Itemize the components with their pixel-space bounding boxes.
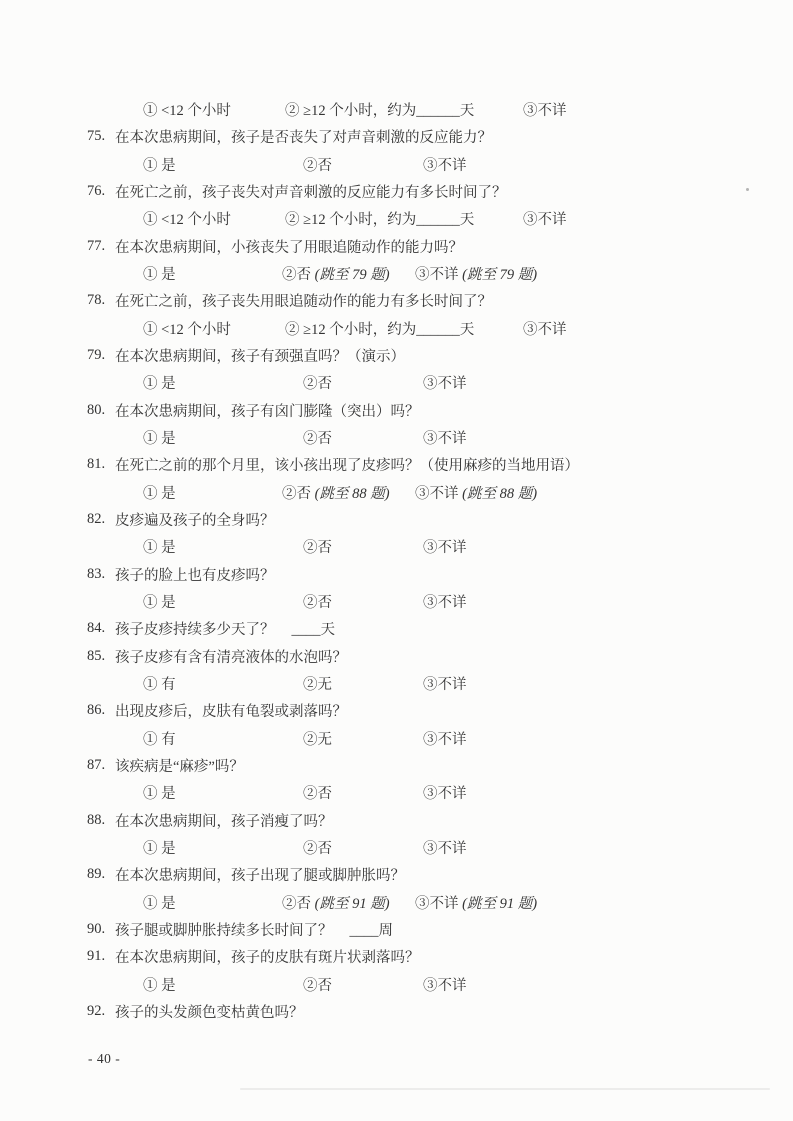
question-85 xyxy=(0,643,793,670)
question-75-options xyxy=(0,151,793,178)
question-77 xyxy=(0,233,793,260)
question-75-number: 75. xyxy=(87,128,106,145)
question-91-option-2: ②否 xyxy=(303,977,332,994)
question-88-options xyxy=(0,834,793,861)
question-86-text: 出现皮疹后，皮肤有龟裂或剥落吗？ xyxy=(115,704,347,721)
question-87-option-3: ③不详 xyxy=(423,786,467,803)
question-81-option-3: ③不详 (跳至 88 题) xyxy=(415,485,538,502)
question-79-option-3: ③不详 xyxy=(423,376,467,393)
scan-smudge xyxy=(240,1088,770,1090)
question-77-options xyxy=(0,260,793,287)
question-81 xyxy=(0,451,793,478)
question-90-answer-blank: ____周 xyxy=(349,923,393,939)
question-80-option-3: ③不详 xyxy=(423,431,467,448)
question-83 xyxy=(0,561,793,588)
question-78-option-1: ① <12 个小时 xyxy=(143,321,231,338)
question-82-text: 皮疹遍及孩子的全身吗？ xyxy=(115,513,275,530)
question-75-text: 在本次患病期间，孩子是否丧失了对声音刺激的反应能力？ xyxy=(115,130,492,147)
question-76-text: 在死亡之前，孩子丧失对声音刺激的反应能力有多长时间了？ xyxy=(115,185,507,202)
question-77-option-3: ③不详 (跳至 79 题) xyxy=(415,267,538,284)
question-88 xyxy=(0,807,793,834)
question-78 xyxy=(0,287,793,314)
question-85-option-1: ① 有 xyxy=(143,677,176,694)
question-83-text: 孩子的脸上也有皮疹吗？ xyxy=(115,567,275,584)
question-87 xyxy=(0,752,793,779)
question-87-number: 87. xyxy=(87,757,106,774)
question-83-option-2: ②否 xyxy=(303,595,332,612)
question-74-option-1: ① <12 个小时 xyxy=(143,103,231,120)
question-79-options xyxy=(0,369,793,396)
question-85-option-3: ③不详 xyxy=(423,677,467,694)
question-79-option-2: ②否 xyxy=(303,376,332,393)
question-85-text: 孩子皮疹有含有清亮液体的水泡吗？ xyxy=(115,649,347,666)
question-82-options xyxy=(0,533,793,560)
question-82-number: 82. xyxy=(87,511,106,528)
question-91-option-3: ③不详 xyxy=(423,977,467,994)
question-91-option-1: ① 是 xyxy=(143,977,176,994)
question-78-option-2: ② ≥12 个小时，约为______天 xyxy=(285,321,475,338)
question-87-option-2: ②否 xyxy=(303,786,332,803)
question-87-option-1: ① 是 xyxy=(143,786,176,803)
question-91-number: 91. xyxy=(87,948,106,965)
question-89-option-1: ① 是 xyxy=(143,895,176,912)
question-77-option-3-skip-note: (跳至 79 题) xyxy=(462,267,538,284)
question-88-text: 在本次患病期间，孩子消瘦了吗？ xyxy=(115,813,333,830)
question-79-option-1: ① 是 xyxy=(143,376,176,393)
question-84-number: 84. xyxy=(87,620,106,637)
question-89-text: 在本次患病期间，孩子出现了腿或脚肿胀吗？ xyxy=(115,868,405,885)
question-77-option-1: ① 是 xyxy=(143,267,176,284)
question-88-option-2: ②否 xyxy=(303,841,332,858)
question-75 xyxy=(0,123,793,150)
question-82-option-2: ②否 xyxy=(303,540,332,557)
question-83-option-1: ① 是 xyxy=(143,595,176,612)
question-81-text: 在死亡之前的那个月里，该小孩出现了皮疹吗？（使用麻疹的当地用语） xyxy=(115,458,579,475)
question-75-option-2: ②否 xyxy=(303,157,332,174)
question-88-number: 88. xyxy=(87,811,106,828)
question-78-options xyxy=(0,315,793,342)
question-74-option-3: ③不详 xyxy=(523,103,567,120)
question-90-number: 90. xyxy=(87,921,106,937)
question-76 xyxy=(0,178,793,205)
question-91-options xyxy=(0,971,793,998)
question-78-option-3: ③不详 xyxy=(523,321,567,338)
question-83-number: 83. xyxy=(87,565,106,582)
question-88-option-1: ① 是 xyxy=(143,841,176,858)
question-90-text: 孩子腿或脚肿胀持续多长时间了？ xyxy=(115,923,333,939)
question-77-text: 在本次患病期间，小孩丧失了用眼追随动作的能力吗？ xyxy=(115,239,463,256)
question-85-option-2: ②无 xyxy=(303,677,332,694)
question-89 xyxy=(0,861,793,888)
question-80-text: 在本次患病期间，孩子有囟门膨隆（突出）吗？ xyxy=(115,403,420,420)
question-79 xyxy=(0,342,793,369)
question-76-options xyxy=(0,205,793,232)
question-75-option-3: ③不详 xyxy=(423,157,467,174)
question-86 xyxy=(0,697,793,724)
question-78-number: 78. xyxy=(87,292,106,309)
question-76-option-2: ② ≥12 个小时，约为______天 xyxy=(285,212,475,229)
question-92-number: 92. xyxy=(87,1002,106,1019)
question-86-number: 86. xyxy=(87,702,106,719)
question-80-option-2: ②否 xyxy=(303,431,332,448)
question-74-option-2: ② ≥12 个小时，约为______天 xyxy=(285,103,475,120)
question-89-number: 89. xyxy=(87,866,106,883)
question-84-answer-blank: ____天 xyxy=(291,622,335,639)
question-82 xyxy=(0,506,793,533)
question-88-option-3: ③不详 xyxy=(423,841,467,858)
question-79-number: 79. xyxy=(87,347,106,364)
question-83-options xyxy=(0,588,793,615)
question-77-option-2: ②否 (跳至 79 题) xyxy=(282,267,390,284)
question-82-option-3: ③不详 xyxy=(423,540,467,557)
question-91 xyxy=(0,943,793,970)
question-80-options xyxy=(0,424,793,451)
question-80 xyxy=(0,397,793,424)
question-90 xyxy=(0,916,793,943)
question-84 xyxy=(0,615,793,642)
question-76-option-3: ③不详 xyxy=(523,212,567,229)
question-85-options xyxy=(0,670,793,697)
question-80-option-1: ① 是 xyxy=(143,431,176,448)
question-76-option-1: ① <12 个小时 xyxy=(143,212,231,229)
question-87-options xyxy=(0,779,793,806)
question-75-option-1: ① 是 xyxy=(143,157,176,174)
question-82-option-1: ① 是 xyxy=(143,540,176,557)
scan-speck xyxy=(746,188,749,191)
question-86-option-3: ③不详 xyxy=(423,731,467,748)
question-86-option-2: ②无 xyxy=(303,731,332,748)
question-92-text: 孩子的头发颜色变枯黄色吗？ xyxy=(115,1004,304,1021)
question-89-options xyxy=(0,889,793,916)
question-77-option-2-skip-note: (跳至 79 题) xyxy=(314,267,390,284)
question-81-option-2: ②否 (跳至 88 题) xyxy=(282,485,390,502)
question-85-number: 85. xyxy=(87,647,106,664)
question-81-option-1: ① 是 xyxy=(143,485,176,502)
question-80-number: 80. xyxy=(87,401,106,418)
question-79-text: 在本次患病期间，孩子有颈强直吗？（演示） xyxy=(115,349,405,366)
question-86-options xyxy=(0,725,793,752)
questionnaire-body xyxy=(0,96,793,1025)
question-84-text: 孩子皮疹持续多少天了？ xyxy=(115,622,275,639)
question-76-number: 76. xyxy=(87,183,106,200)
question-86-option-1: ① 有 xyxy=(143,731,176,748)
question-78-text: 在死亡之前，孩子丧失用眼追随动作的能力有多长时间了？ xyxy=(115,294,492,311)
question-74-options-continued xyxy=(0,96,793,123)
question-92 xyxy=(0,998,793,1025)
page-number: - 40 - xyxy=(88,1051,121,1066)
question-89-option-2-skip-note: (跳至 91 题) xyxy=(314,895,390,912)
question-81-option-3-skip-note: (跳至 88 题) xyxy=(462,485,538,502)
question-81-option-2-skip-note: (跳至 88 题) xyxy=(314,485,390,502)
question-87-text: 该疾病是“麻疹”吗？ xyxy=(115,759,244,776)
question-89-option-3-skip-note: (跳至 91 题) xyxy=(462,895,538,912)
question-91-text: 在本次患病期间，孩子的皮肤有斑片状剥落吗？ xyxy=(115,950,420,967)
question-81-options xyxy=(0,479,793,506)
question-83-option-3: ③不详 xyxy=(423,595,467,612)
question-77-number: 77. xyxy=(87,237,106,254)
question-89-option-2: ②否 (跳至 91 题) xyxy=(282,895,390,912)
question-81-number: 81. xyxy=(87,456,106,473)
question-89-option-3: ③不详 (跳至 91 题) xyxy=(415,895,538,912)
